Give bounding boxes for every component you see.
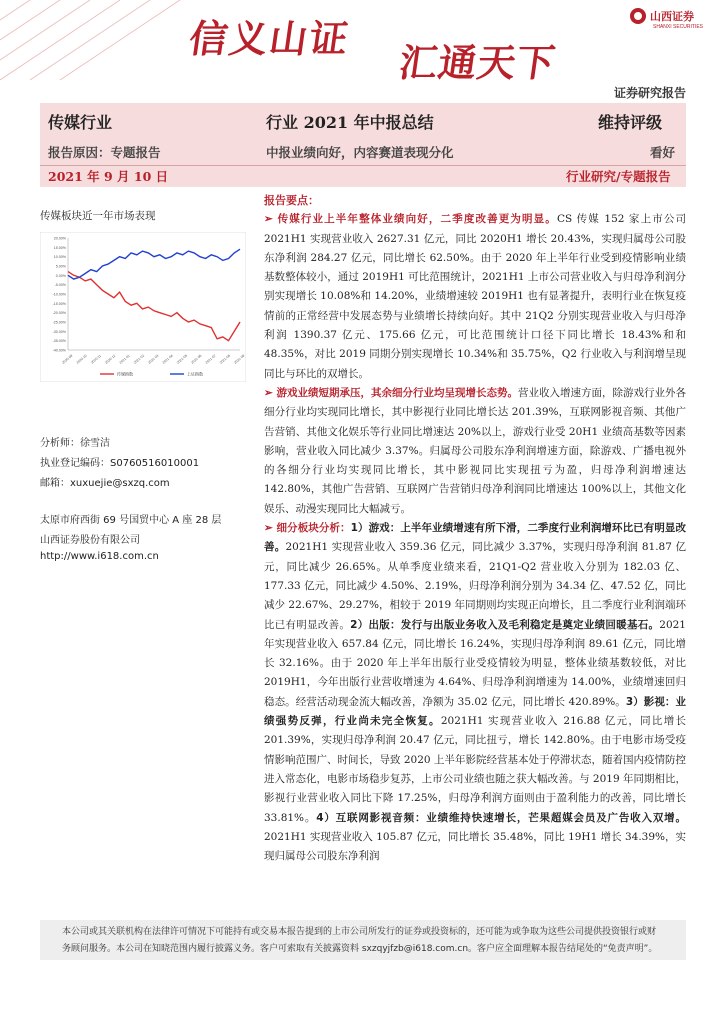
- chart-title: 传媒板块近一年市场表现: [40, 210, 156, 222]
- paragraph-2-head: 游戏业绩短期承压，其余细分行业均呈现增长态势。: [276, 386, 518, 399]
- y-tick-label: 10.00%: [53, 255, 66, 260]
- games-text: 2021H1 实现营业收入 359.36 亿元，同比减少 3.37%，实现归母净利润 81.87 亿元，同比减少 26.65%。从单季度业绩来看，21Q1-Q2 营业收入分别为 182.03 亿、177.33 亿元，同比减少 4.50%、2.19%，归母净利润分别为 34.34 亿、47.52 亿，同比减少 22.67%、29.27%，相较于 2019 年同期则均实现正向增长，且二季度行业利润端环比已有明显改善。: [264, 541, 686, 631]
- footer-disclaimer: [40, 920, 686, 960]
- y-tick-label: -35.00%: [52, 339, 66, 344]
- y-tick-label: -25.00%: [52, 320, 66, 325]
- logo-text: 山西证券: [650, 10, 694, 23]
- arrow-icon: ➢: [264, 522, 277, 535]
- disclaimer-text: 本公司或其关联机构在法律许可情况下可能持有或交易本报告提到的上市公司所发行的证券或投资标的，还可能为或争取为这些公司提供投资银行或财务顾问服务。本公司在知晓范围内履行披露义务。客户可索取有关披露资料 sxzqyjfzb@i618.com.cn。客户应全面理解本报告结尾处的“免责声明”。: [62, 927, 658, 954]
- analyst-name: 分析师：徐雪洁: [40, 438, 110, 449]
- streaming-text: 2021H1 实现营业收入 105.87 亿元，同比增长 35.48%，同比 19H1 增长 34.39%，实现归属母公司股东净利润: [264, 830, 686, 863]
- company-name: 山西证券股份有限公司: [40, 535, 140, 546]
- rating-label: 维持评级: [598, 113, 663, 132]
- games-head: 1）游戏：上半年业绩增速有所下滑，二季度行业利润增环比已有明显改善。: [264, 522, 686, 554]
- y-tick-label: 15.00%: [53, 245, 66, 250]
- section-title: 报告要点：: [264, 194, 319, 207]
- paragraph-1: [264, 210, 686, 384]
- x-tick-label: 2020-12: [104, 353, 117, 365]
- y-tick-label: -20.00%: [52, 311, 66, 316]
- slogan-secondary: 汇通天下: [396, 41, 559, 85]
- report-tag: 证券研究报告: [614, 86, 687, 100]
- film-head: 3）影视：业绩强势反弹，行业尚未完全恢复。: [264, 695, 686, 728]
- report-type: 行业研究/专题报告: [566, 169, 671, 184]
- y-tick-label: 0.00%: [55, 273, 66, 278]
- rating-view: 看好: [650, 145, 676, 160]
- x-tick-label: 2021-09: [233, 353, 246, 365]
- legend-label: 上证指数: [187, 371, 203, 377]
- chart-frame: [40, 232, 246, 382]
- publishing-text: 2021 年实现营业收入 657.84 亿元，同比增长 16.24%，实现归母净利润 89.61 亿元，同比增长 32.16%。由于 2020 年上半年出版行业受疫情较为明显，整体业绩基数较低，对比 2019H1，今年出版行业营收增速为 4.64%、归母净利润增速为 14.00%，业绩增速回归稳态。经营活动现金流大幅改善，净额为 35.02 亿元，同比增长 420.89%。: [264, 618, 686, 708]
- analyst-registration: 执业登记编码：S0760516010001: [40, 458, 200, 469]
- slogan-primary: 信义山证: [186, 17, 353, 61]
- paragraph-3: [264, 519, 686, 866]
- arrow-icon: ➢: [264, 213, 278, 226]
- x-tick-label: 2021-06: [190, 353, 203, 365]
- x-tick-label: 2020-10: [75, 353, 88, 365]
- paragraph-2: [264, 384, 686, 519]
- company-address: 太原市府西街 69 号国贸中心 A 座 28 层: [40, 515, 222, 526]
- x-tick-label: 2021-05: [175, 353, 189, 365]
- x-tick-label: 2020-11: [90, 353, 102, 365]
- streaming-head: 4）互联网影视音频：业绩维持快速增长，芒果超媒会员及广告收入双增。: [316, 811, 686, 824]
- x-tick-label: 2021-02: [132, 353, 146, 365]
- report-body: [264, 191, 686, 866]
- report-date: 2021 年 9 月 10 日: [48, 169, 169, 184]
- legend-label: 传媒指数: [117, 371, 133, 377]
- x-tick-label: 2021-07: [204, 353, 217, 365]
- arrow-icon: ➢: [264, 386, 277, 399]
- publishing-head: 2）出版：发行与出版业务收入及毛利稳定是奠定业绩回暖基石。: [350, 618, 660, 631]
- report-reason: 报告原因：专题报告: [48, 145, 161, 160]
- company-url[interactable]: http://www.i618.com.cn: [40, 551, 159, 562]
- industry-label: 传媒行业: [48, 113, 113, 132]
- header-divider: [40, 165, 686, 166]
- paragraph-1-text: CS 传媒 152 家上市公司 2021H1 实现营业收入 2627.31 亿元，同比 2020H1 增长 20.43%，实现归属母公司股东净利润 284.27 亿元，同比增长 62.50%。由于 2020 年上半年行业受到疫情影响业绩基数整体较小，通过 2019H1 可比范围统计，2021H1 上市公司营业收入与归母净利润分别实现增长 10.08%和 14.20%，业绩增速较 2019H1 也有显著提升，表明行业在恢复疫情前的正常经营中发展态势与业绩增长持续向好。其中 21Q2 分别实现营业收入与归母净利润 1390.37 亿元、175.66 亿元，可比范围统计口径下同比增长 18.43%和和 48.35%，对比 2019 同期分别实现增长 10.34%和 35.75%，Q2 行业收入与利润增呈现同比与环比的双增长。: [264, 213, 686, 380]
- x-tick-label: 2021-01: [118, 353, 131, 365]
- y-tick-label: -5.00%: [54, 283, 66, 288]
- page-subtitle: 中报业绩向好，内容赛道表现分化: [266, 145, 454, 160]
- company-logo: [630, 8, 694, 24]
- paragraph-3-head: 细分板块分析：: [276, 522, 351, 535]
- x-tick-label: 2021-04: [161, 353, 174, 365]
- x-tick-label: 2021-08: [218, 353, 232, 365]
- logo-icon: [630, 8, 646, 24]
- market-performance-chart: [40, 232, 246, 382]
- y-tick-label: -10.00%: [52, 292, 66, 297]
- y-tick-label: -40.00%: [52, 348, 66, 353]
- y-tick-label: 20.00%: [53, 236, 66, 241]
- paragraph-1-head: 传媒行业上半年整体业绩向好，二季度改善更为明显。: [277, 213, 557, 226]
- logo-english: SHANXI SECURITIES: [653, 24, 704, 30]
- y-tick-label: -30.00%: [52, 329, 66, 334]
- paragraph-2-text: 营业收入增速方面，除游戏行业外各细分行业均实现同比增长，其中影视行业同比增长达 201.39%，互联网影视音频、其他广告营销、其他文化娱乐等行业同比增速达 20%以上，游戏行业受 20H1 业绩高基数等因素影响，营业收入同比减少 3.37%。归属母公司股东净利润增速方面，除游戏、广播电视外的各细分行业均实现同比增长，其中影视同比实现扭亏为盈，归母净利润增速达 142.80%，其他广告营销、互联网广告营销归母净利润同比增速达 100%以上，其他文化娱乐、动漫实现同比大幅减亏。: [264, 386, 687, 515]
- page-title: 行业 2021 年中报总结: [266, 113, 434, 132]
- analyst-email[interactable]: 邮箱：xuxuejie@sxzq.com: [40, 478, 170, 489]
- film-text: 2021H1 实现营业收入 216.88 亿元，同比增长 201.39%，实现归母净利润 20.47 亿元，同比扭亏，增长 142.80%。由于电影市场受疫情影响范围广、时间长，导致 2020 上半年影院经营基本处于停滞状态，随着国内疫情防控进入常态化，电影市场稳步复苏，上市公司业绩也随之获大幅改善。与 2019 年同期相比，影视行业营业收入同比下降 17.25%，归母净利润方面则由于盈利能力的改善，同比增长 33.81%。: [264, 715, 686, 824]
- header-banner: [0, 0, 724, 80]
- y-tick-label: -15.00%: [52, 301, 66, 306]
- y-tick-label: 5.00%: [55, 264, 66, 269]
- banner-decoration: [0, 0, 724, 80]
- x-tick-label: 2021-03: [147, 353, 160, 365]
- x-tick-label: 2020-09: [61, 353, 74, 365]
